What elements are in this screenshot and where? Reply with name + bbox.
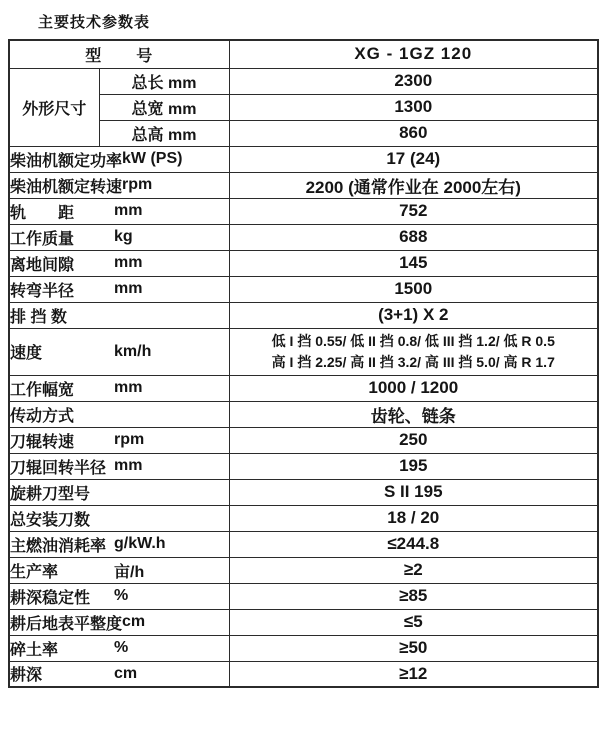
row-label: 柴油机额定功率 bbox=[10, 152, 123, 170]
row-label: 工作幅宽 bbox=[10, 381, 75, 399]
row-unit: kW (PS) bbox=[122, 150, 183, 167]
row-value: S II 195 bbox=[229, 479, 598, 505]
row-label: 离地间隙 bbox=[10, 256, 75, 274]
row-value: ≤244.8 bbox=[229, 531, 598, 557]
row-unit: rpm bbox=[122, 176, 153, 193]
table-row bbox=[9, 401, 598, 427]
row-label: 耕深 bbox=[10, 667, 43, 685]
row-value: 2200 (通常作业在 2000左右) bbox=[229, 172, 598, 198]
row-value: ≥50 bbox=[229, 635, 598, 661]
row-value: 860 bbox=[229, 120, 598, 146]
row-label: 轨 距 bbox=[10, 204, 75, 222]
row-value: ≥12 bbox=[229, 661, 598, 687]
row-value: 195 bbox=[229, 453, 598, 479]
row-value: 1500 bbox=[229, 276, 598, 302]
row-value: ≤5 bbox=[229, 609, 598, 635]
table-row bbox=[9, 635, 598, 661]
row-value: (3+1) X 2 bbox=[229, 302, 598, 328]
row-label: 传动方式 bbox=[10, 407, 75, 425]
row-value: 齿轮、链条 bbox=[229, 401, 598, 427]
table-row bbox=[9, 427, 598, 453]
row-value: 18 / 20 bbox=[229, 505, 598, 531]
row-unit: 亩/h bbox=[114, 563, 145, 581]
model-label: 型 号 bbox=[9, 40, 229, 68]
row-value: ≥85 bbox=[229, 583, 598, 609]
row-label: 总高 mm bbox=[99, 120, 229, 146]
row-label: 排 挡 数 bbox=[10, 308, 67, 326]
row-value: ≥2 bbox=[229, 557, 598, 583]
row-value: 688 bbox=[229, 224, 598, 250]
row-label: 刀辊回转半径 bbox=[10, 459, 107, 477]
row-label: 总安装刀数 bbox=[10, 511, 91, 529]
table-row bbox=[9, 531, 598, 557]
table-row bbox=[9, 146, 598, 172]
row-label: 速度 bbox=[10, 345, 43, 362]
row-label: 工作质量 bbox=[10, 230, 75, 248]
row-label: 旋耕刀型号 bbox=[10, 485, 91, 503]
table-row bbox=[9, 661, 598, 687]
row-value: 752 bbox=[229, 198, 598, 224]
table-row bbox=[9, 172, 598, 198]
row-value: 145 bbox=[229, 250, 598, 276]
row-unit: cm bbox=[122, 613, 146, 630]
row-unit: mm bbox=[114, 254, 143, 271]
row-value: 1300 bbox=[229, 94, 598, 120]
row-label: 总长 mm bbox=[99, 68, 229, 94]
table-row bbox=[9, 198, 598, 224]
row-value: 2300 bbox=[229, 68, 598, 94]
spec-table bbox=[8, 39, 599, 688]
model-value: XG - 1GZ 120 bbox=[229, 40, 598, 68]
dimensions-group-label: 外形尺寸 bbox=[9, 68, 99, 146]
table-row bbox=[9, 375, 598, 401]
page-title: 主要技术参数表 bbox=[38, 14, 151, 31]
table-row bbox=[9, 276, 598, 302]
table-row bbox=[9, 453, 598, 479]
table-row bbox=[9, 224, 598, 250]
row-label: 主燃油消耗率 bbox=[10, 537, 107, 555]
row-label: 刀辊转速 bbox=[10, 433, 75, 451]
table-row bbox=[9, 302, 598, 328]
table-row bbox=[9, 505, 598, 531]
table-row-model bbox=[9, 40, 598, 68]
row-unit: kg bbox=[114, 228, 133, 245]
table-row bbox=[9, 583, 598, 609]
table-row-speed bbox=[9, 328, 598, 375]
table-row bbox=[9, 250, 598, 276]
row-label: 耕深稳定性 bbox=[10, 589, 91, 607]
row-unit: mm bbox=[114, 457, 143, 474]
row-unit: km/h bbox=[114, 342, 152, 360]
speed-high-gears: 高 I 挡 2.25/ 高 II 挡 3.2/ 高 III 挡 5.0/ 高 R 1.7 bbox=[271, 353, 555, 370]
table-row bbox=[9, 609, 598, 635]
table-row bbox=[9, 557, 598, 583]
row-unit: % bbox=[114, 587, 129, 604]
row-label: 总宽 mm bbox=[99, 94, 229, 120]
row-label: 生产率 bbox=[10, 563, 59, 581]
row-label: 柴油机额定转速 bbox=[10, 178, 123, 196]
row-label: 碎土率 bbox=[10, 641, 59, 659]
row-unit: mm bbox=[114, 379, 143, 396]
row-label: 耕后地表平整度 bbox=[10, 615, 123, 633]
row-value: 1000 / 1200 bbox=[229, 375, 598, 401]
row-unit: cm bbox=[114, 664, 138, 682]
row-unit: mm bbox=[114, 202, 143, 219]
row-unit: mm bbox=[114, 280, 143, 297]
row-unit: rpm bbox=[114, 431, 145, 448]
table-row bbox=[9, 479, 598, 505]
row-unit: % bbox=[114, 639, 129, 656]
table-row-dim-length bbox=[9, 68, 598, 94]
row-unit: g/kW.h bbox=[114, 535, 166, 552]
row-value: 250 bbox=[229, 427, 598, 453]
row-label: 转弯半径 bbox=[10, 282, 75, 300]
row-value: 17 (24) bbox=[229, 146, 598, 172]
speed-low-gears: 低 I 挡 0.55/ 低 II 挡 0.8/ 低 III 挡 1.2/ 低 R 0.5 bbox=[271, 332, 555, 349]
